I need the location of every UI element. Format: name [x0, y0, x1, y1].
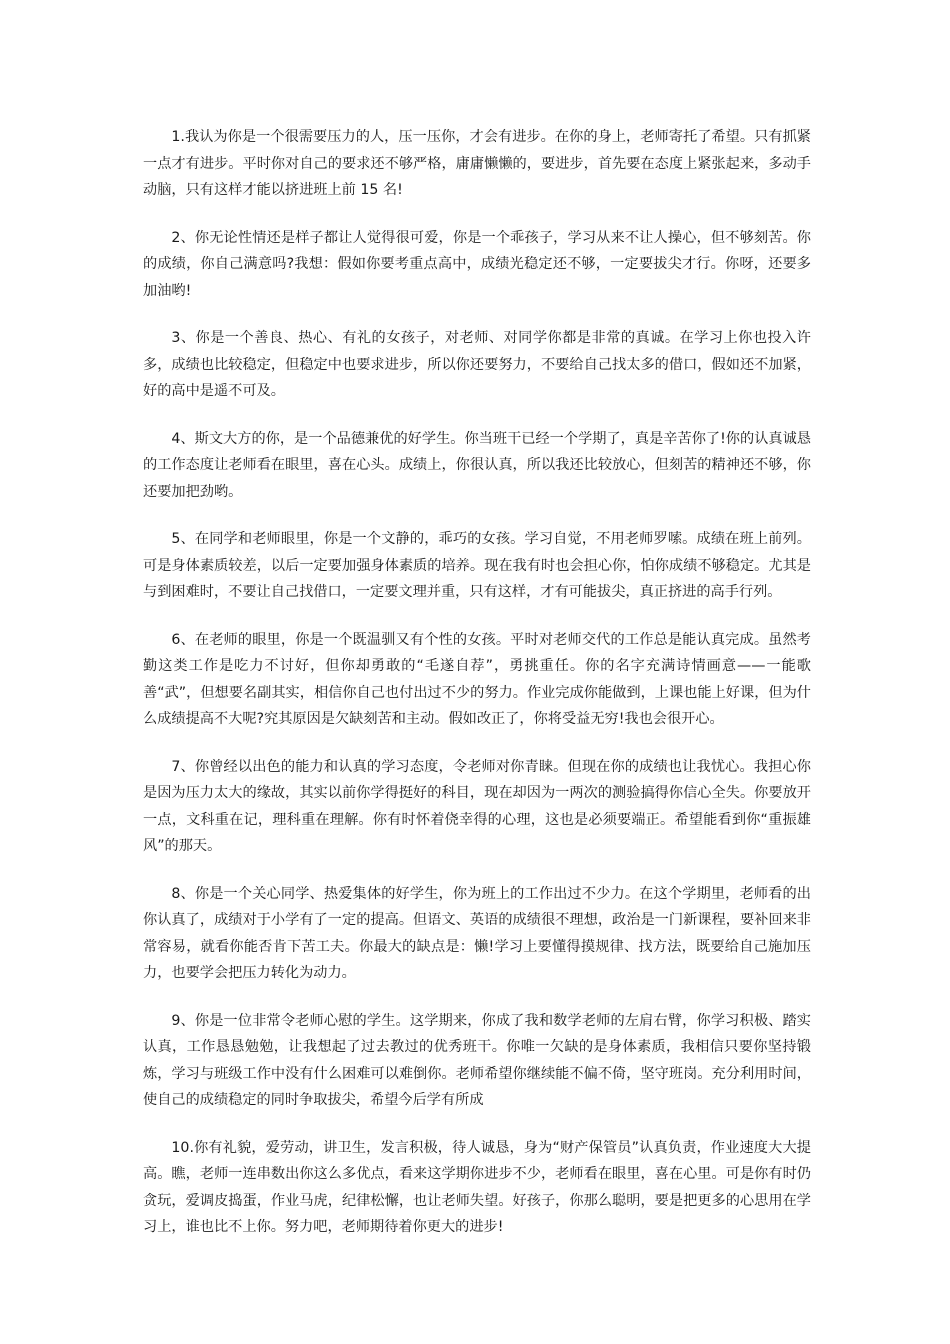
- comment-paragraph-4: 4、斯文大方的你，是一个品德兼优的好学生。你当班干已经一个学期了，真是辛苦你了!你的认真诚恳的工作态度让老师看在眼里，喜在心头。成绩上，你很认真，所以我还比较放心，但刻苦的精神还不够，你还要加把劲哟。: [143, 430, 811, 500]
- document-body: [143, 124, 811, 1262]
- comment-paragraph-9: 9、你是一位非常令老师心慰的学生。这学期来，你成了我和数学老师的左肩右臂，你学习积极、踏实认真，工作恳恳勉勉，让我想起了过去教过的优秀班干。你唯一欠缺的是身体素质，我相信只要你坚持锻炼，学习与班级工作中没有什么困难可以难倒你。老师希望你继续能不偏不倚，坚守班岗。充分利用时间，使自己的成绩稳定的同时争取拔尖，希望今后学有所成: [143, 1012, 811, 1108]
- comment-paragraph-2: 2、你无论性情还是样子都让人觉得很可爱，你是一个乖孩子，学习从来不让人操心，但不够刻苦。你的成绩，你自己满意吗?我想：假如你要考重点高中，成绩光稳定还不够，一定要拔尖才行。你呀，还要多加油哟!: [143, 229, 811, 299]
- comment-paragraph-7: 7、你曾经以出色的能力和认真的学习态度，令老师对你青睐。但现在你的成绩也让我忧心。我担心你是因为压力太大的缘故，其实以前你学得挺好的科目，现在却因为一两次的测验搞得你信心全失。你要放开一点，文科重在记，理科重在理解。你有时怀着侥幸得的心理，这也是必须要端正。希望能看到你“重振雄风”的那天。: [143, 758, 811, 854]
- comment-paragraph-8: 8、你是一个关心同学、热爱集体的好学生，你为班上的工作出过不少力。在这个学期里，老师看的出你认真了，成绩对于小学有了一定的提高。但语文、英语的成绩很不理想，政治是一门新课程，要补回来非常容易，就看你能否肯下苦工夫。你最大的缺点是：懒!学习上要懂得摸规律、找方法，既要给自己施加压力，也要学会把压力转化为动力。: [143, 885, 811, 981]
- comment-paragraph-5: 5、在同学和老师眼里，你是一个文静的，乖巧的女孩。学习自觉，不用老师罗嗦。成绩在班上前列。可是身体素质较差，以后一定要加强身体素质的培养。现在我有时也会担心你，怕你成绩不够稳定。尤其是与到困难时，不要让自己找借口，一定要文理并重，只有这样，才有可能拔尖，真正挤进的高手行列。: [143, 531, 811, 600]
- comment-paragraph-3: 3、你是一个善良、热心、有礼的女孩子，对老师、对同学你都是非常的真诚。在学习上你也投入许多，成绩也比较稳定，但稳定中也要求进步，所以你还要努力，不要给自己找太多的借口，假如还不加紧，好的高中是遥不可及。: [143, 330, 811, 399]
- comment-paragraph-6: 6、在老师的眼里，你是一个既温驯又有个性的女孩。平时对老师交代的工作总是能认真完成。虽然考勤这类工作是吃力不讨好，但你却勇敢的“毛遂自荐”，勇挑重任。你的名字充满诗情画意——一能歌善“武”，但想要名副其实，相信你自己也付出过不少的努力。作业完成你能做到，上课也能上好课，但为什么成绩提高不大呢?究其原因是欠缺刻苦和主动。假如改正了，你将受益无穷!我也会很开心。: [143, 631, 811, 727]
- comment-paragraph-1: 1.我认为你是一个很需要压力的人，压一压你，才会有进步。在你的身上，老师寄托了希望。只有抓紧一点才有进步。平时你对自己的要求还不够严格，庸庸懒懒的，要进步，首先要在态度上紧张起来，多动手动脑，只有这样才能以挤进班上前 15 名!: [143, 129, 811, 198]
- comment-paragraph-10: 10.你有礼貌，爱劳动，讲卫生，发言积极，待人诚恳，身为“财产保管员”认真负责，作业速度大大提高。瞧，老师一连串数出你这么多优点，看来这学期你进步不少，老师看在眼里，喜在心里。可是你有时仍贪玩，爱调皮捣蛋，作业马虎，纪律松懈，也让老师失望。好孩子，你那么聪明，要是把更多的心思用在学习上，谁也比不上你。努力吧，老师期待着你更大的进步!: [143, 1139, 811, 1235]
